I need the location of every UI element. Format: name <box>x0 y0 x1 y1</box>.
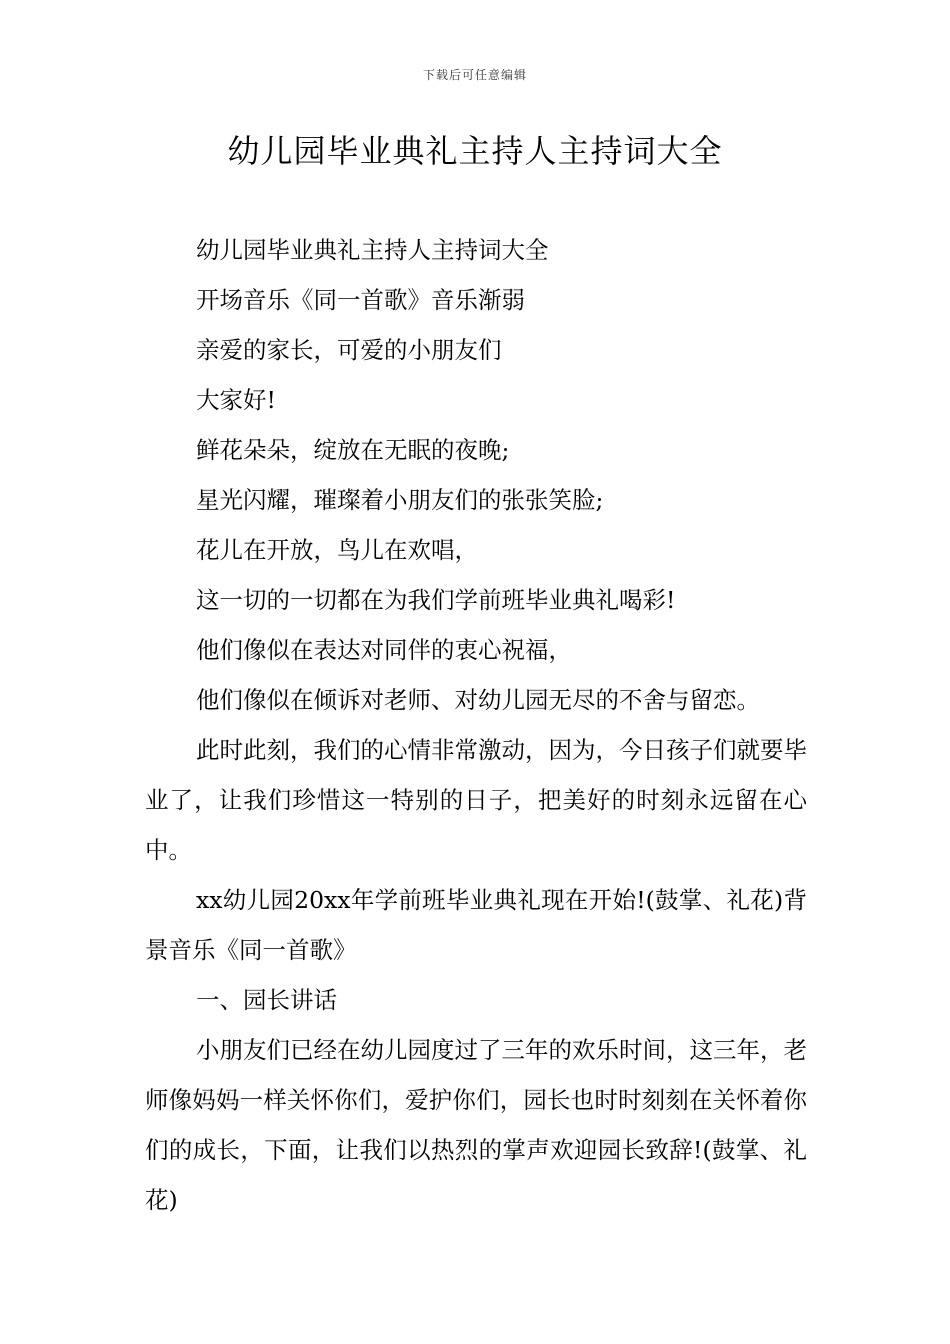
paragraph: 小朋友们已经在幼儿园度过了三年的欢乐时间，这三年，老师像妈妈一样关怀你们，爱护你们，园长也时时刻刻在关怀着你们的成长，下面，让我们以热烈的掌声欢迎园长致辞!(鼓掌、礼花) <box>145 1036 807 1214</box>
paragraph: 这一切的一切都在为我们学前班毕业典礼喝彩! <box>196 586 676 614</box>
paragraph: 他们像似在表达对同伴的衷心祝福， <box>196 636 572 664</box>
paragraph: xx幼儿园20xx年学前班毕业典礼现在开始!(鼓掌、礼花)背景音乐《同一首歌》 <box>145 886 807 964</box>
paragraph: 开场音乐《同一首歌》音乐渐弱 <box>196 286 525 314</box>
paragraph: 一、园长讲话 <box>196 986 337 1014</box>
document-title: 幼儿园毕业典礼主持人主持词大全 <box>227 132 723 170</box>
paragraph: 幼儿园毕业典礼主持人主持词大全 <box>196 236 549 264</box>
paragraph: 大家好! <box>196 386 276 414</box>
paragraph: 他们像似在倾诉对老师、对幼儿园无尽的不舍与留恋。 <box>196 686 760 714</box>
header-note: 下载后可任意编辑 <box>422 68 527 82</box>
paragraph: 亲爱的家长，可爱的小朋友们 <box>196 336 502 364</box>
paragraph: 花儿在开放，鸟儿在欢唱， <box>196 536 478 564</box>
document-body <box>145 225 807 1225</box>
paragraph: 星光闪耀，璀璨着小朋友们的张张笑脸; <box>196 486 604 514</box>
paragraph: 鲜花朵朵，绽放在无眠的夜晚; <box>196 436 510 464</box>
paragraph: 此时此刻，我们的心情非常激动，因为，今日孩子们就要毕业了，让我们珍惜这一特别的日子，把美好的时刻永远留在心中。 <box>145 736 807 864</box>
